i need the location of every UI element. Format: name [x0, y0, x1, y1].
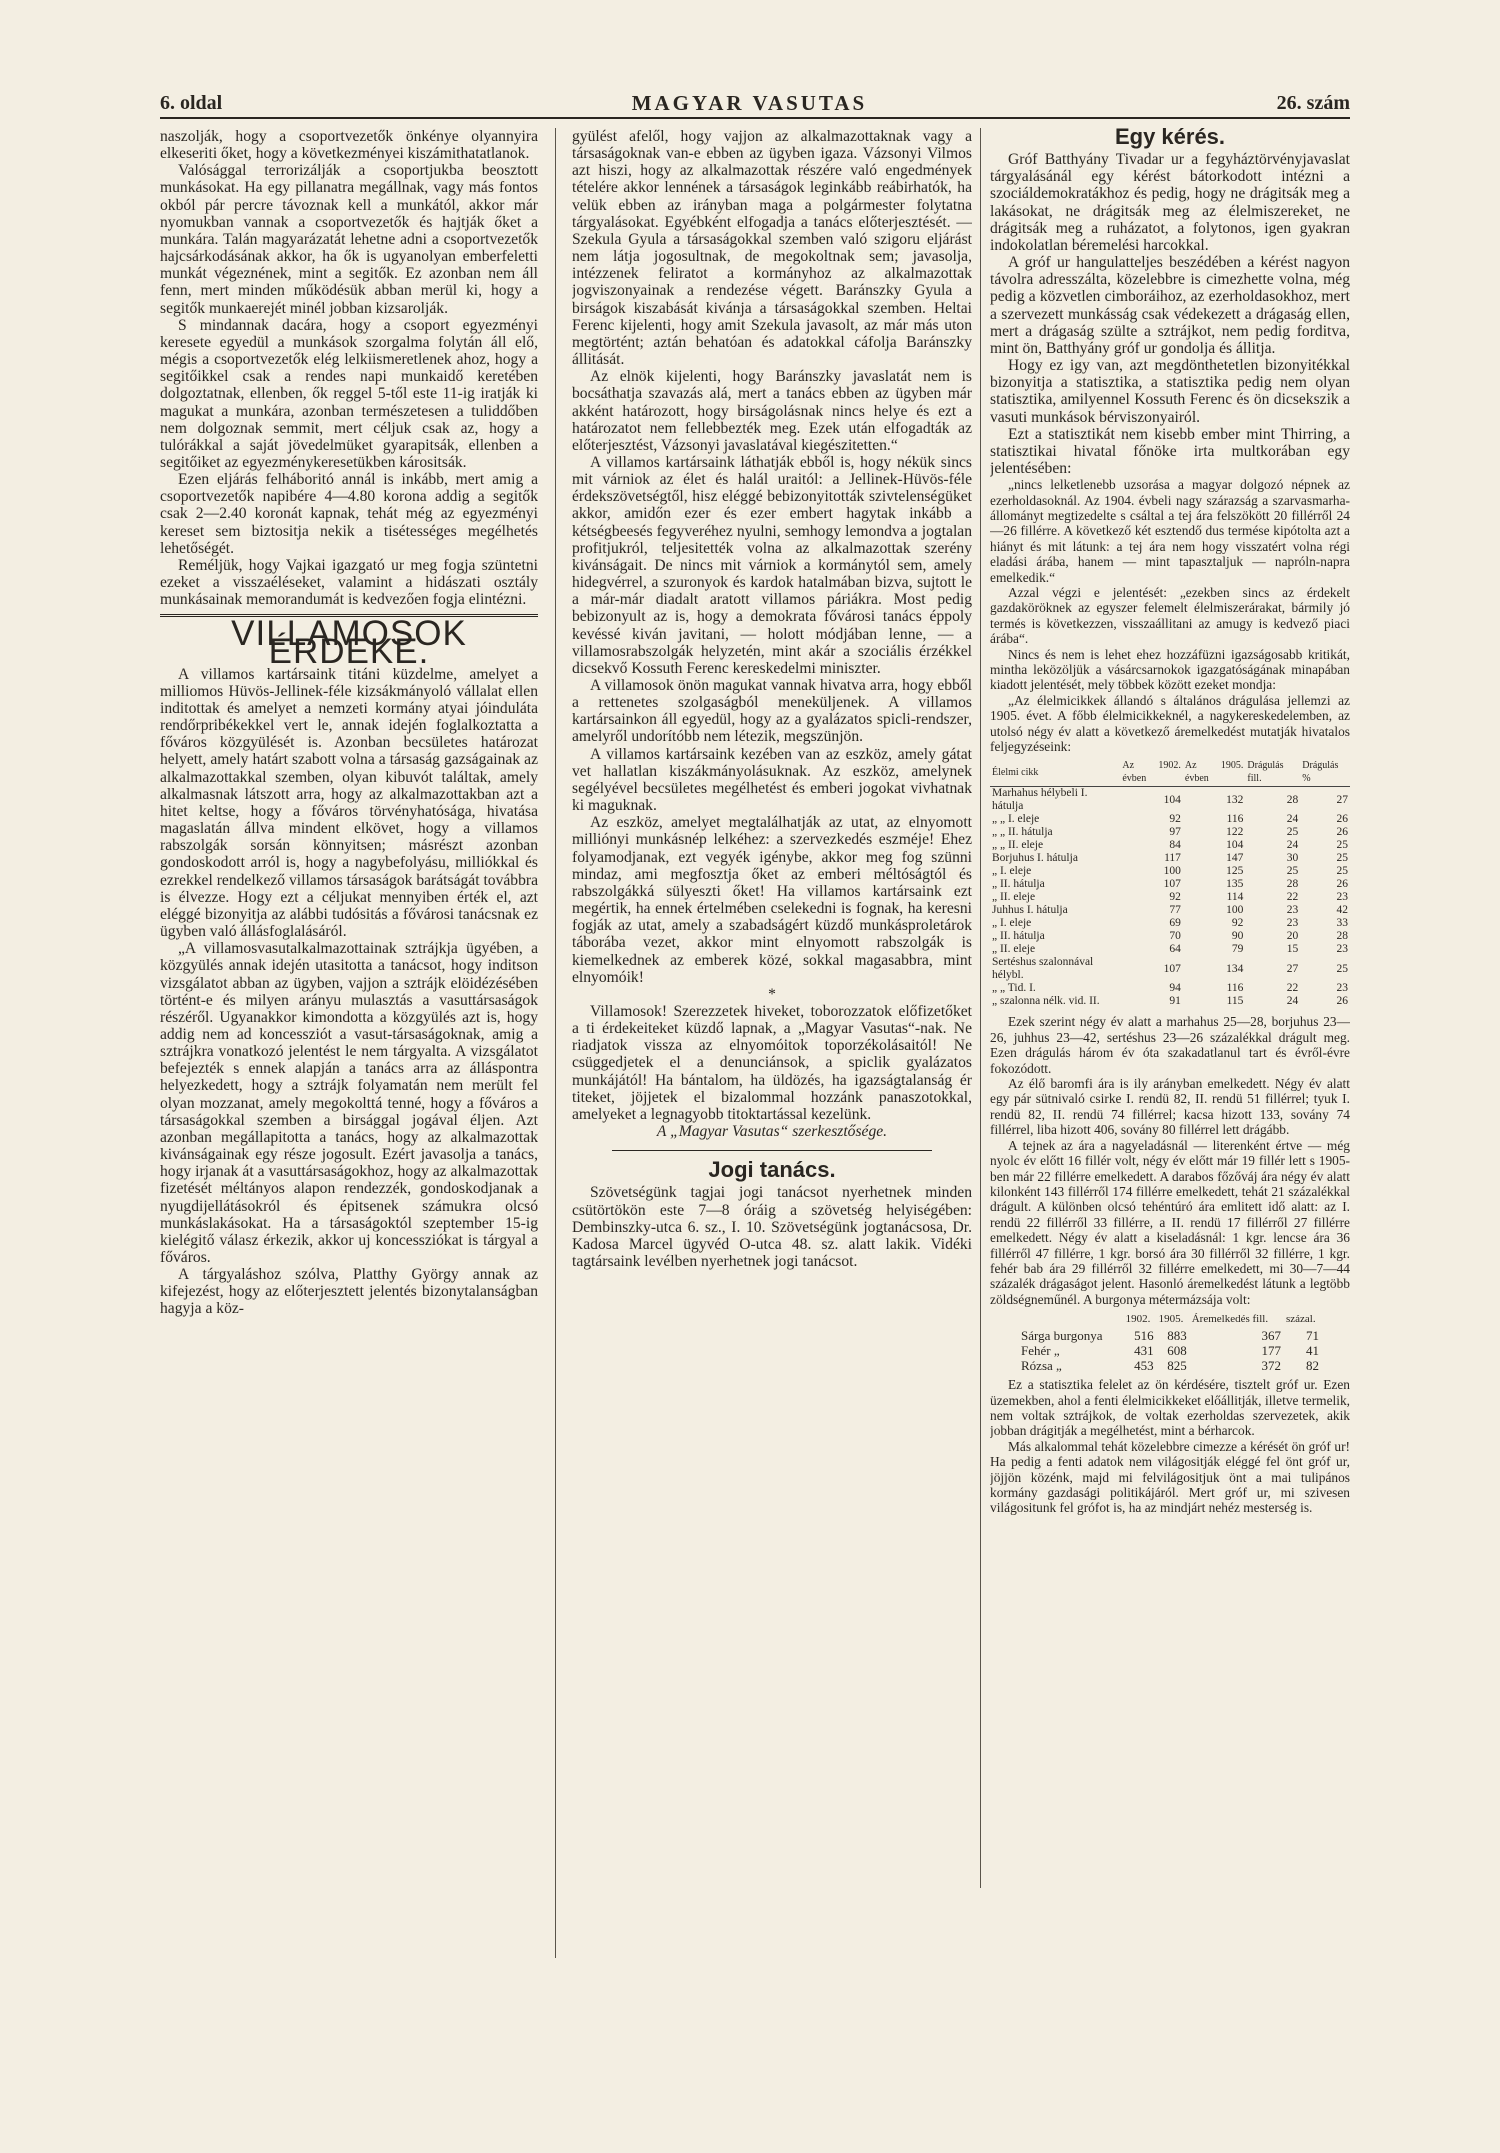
table-cell: „ II. eleje: [992, 891, 1036, 904]
table-row: [990, 878, 1350, 891]
table-row: [1017, 1358, 1323, 1373]
table-cell: 25: [1286, 865, 1299, 878]
table-cell: 94: [1169, 982, 1181, 995]
table-cell: 23: [1336, 943, 1348, 956]
page-number: 6. oldal: [160, 91, 223, 114]
table-cell: 15: [1286, 943, 1299, 956]
quote-block: [990, 477, 1350, 585]
paragraph: Szövetségünk tagjai jogi tanácsot nyerhetnek minden csütörtökön este 7—8 óráig a szövetség helyiségében: Dembinszky-utca 6. sz., I. 10. Szövetségünk jogtanácsosa, Dr. Kadosa Marcel ügyvéd O-utca 48. sz. alatt lakik. Vidéki tagtársaink levélben nyerhetnek jogi tanácsot.: [572, 1184, 972, 1270]
table-cell: 82: [1306, 1358, 1319, 1374]
table-cell: 116: [1226, 813, 1244, 826]
paragraph: Más alkalommal tehát közelebbre cimezze a kérését ön gróf ur! Ha pedig a fenti adatok nem világositják eléggé fel önt gróf ur, jöjjön közénk, majd mi felvilágositjuk önt a mai tulipános kormány gazdasági politikájáról. Mert gróf ur, mi szivesen világositunk fel grófot is, ha az mindjárt nehéz mesterség is.: [990, 1438, 1350, 1516]
paragraph: S mindannak dacára, hogy a csoport egyezményi keresete egyedül a munkások szorgalma folytán áll elő, mégis a csoportvezetők elég lelkiismeretlenek ahoz, hogy a segitőikkel csak a rendes napi munkaidő keretében dolgoztatnak, ellenben, ők reggel 5-től este 11-ig iratják ki magukat a munkára, azonban természetesen a tuliddőben nem dolgoznak semmit, mert céljuk csak az, hogy a tulórákkal a saját jövedelmüket gyarapitsák, ellenben a segitőiket az egyezménykeresetükben kárositsák.: [160, 316, 538, 471]
table-cell: 825: [1167, 1358, 1187, 1374]
table-cell: Marhahus hélybeli I. hátulja: [992, 787, 1088, 813]
table-cell: „ szalonna nélk. vid. II.: [992, 995, 1100, 1008]
paragraph: A villamos kartársaink láthatják ebből is, hogy nékük sincs mit várniok az élet és halál uraitól: a Jellinek-Hüvös-féle érdekszövetségtől, hisz eléggé bebizonyitották szivtelenségüket akkor, amidőn ezer és ezer embert hagytak inkább a kétségbeesés fegyveréhez nyulni, semhogy lemondva a jogtalan profitjukról, teljesitették volna az alkalmazottak szerény kivánságait. De nincs mit várniok a kormánytól sem, amely hidegvérrel, a szuronyok és kardok hatalmában bizva, sujtott le a már-már diadalt aratott villamos páriákra. Most pedig bebizonyult az is, hogy a demokrata fővárosi tanács éppoly kevéssé kiván javitani, — holott módjában lenne, — a villamosrabszolgák helyzetén, mint akár a szociális érzékkel dicsekvő Kossuth Ferenc kereskedelmi miniszter.: [572, 453, 972, 677]
table-cell: „ II. hátulja: [992, 930, 1045, 943]
column-1: [160, 128, 538, 1968]
table-header: Áremelkedés fill.: [1191, 1313, 1269, 1326]
table-row: [1017, 1343, 1323, 1358]
table-cell: 372: [1261, 1358, 1281, 1374]
paragraph: Azzal végzi e jelentését: „ezekben sincs az érdekelt gazdaköröknek az egyszer felemelt élelmiszerárakat, bármily jó termés is következzen, visszaállitani az amugy is kedvező piaci árába“.: [990, 584, 1350, 647]
header-rule: [160, 117, 1350, 119]
table-cell: 92: [1169, 891, 1181, 904]
table-cell: 25: [1336, 962, 1348, 975]
price-table: [990, 758, 1350, 1008]
table-cell: 132: [1226, 793, 1244, 806]
table-header: Drágulás fill.: [1245, 758, 1300, 787]
column-3: [990, 128, 1350, 2008]
table-row: [990, 865, 1350, 878]
table-header-row: [990, 758, 1350, 787]
table-header: 1902.: [1125, 1313, 1151, 1326]
table-cell: 71: [1306, 1328, 1319, 1344]
paragraph: gyülést afelől, hogy vajjon az alkalmazottaknak vagy a társaságoknak van-e ebben az ügyben igaza. Vázsonyi Vilmos azt hiszi, hogy az alkalmazottak részére való engedmények tételére akkor lennének a társaságok leginkább reábirhatók, ha velük ebben az irányban maga a polgármester folytatna tárgyalásokat. Egyébként elfogadja a tanács előterjesztését. — Szekula Gyula a társaságokkal szemben való szigoru eljárást nem látja jogosultnak, de megokoltnak sem; javasolja, intézzenek feliratot a kormányhoz az alkalmazottak jogviszonyainak a rendezése végett. Baránszky Gyula a birságok kiszabását kivánja a társaságokkal szemben. Heltai Ferenc kijelenti, hogy amit Szekula javasolt, az már más uton megtörtént; aztán behatóan és adatokkal cáfolja Baránszky állitását.: [572, 128, 972, 369]
table-row: [990, 930, 1350, 943]
table-row: [1017, 1328, 1323, 1343]
table-cell: „ „ I. eleje: [992, 813, 1040, 826]
paragraph: A villamos kartársaink kezében van az eszköz, amely gátat vet hallatlan kiszákmányolásuknak. Az eszköz, amelynek segélyével becsületes megélhetést és emberi jogokat vivhatnak ki maguknak.: [572, 745, 972, 815]
table-cell: 122: [1226, 826, 1244, 839]
table-cell: 116: [1226, 982, 1244, 995]
table-row: [990, 956, 1350, 982]
table-header: százal.: [1285, 1313, 1316, 1326]
paragraph: Valósággal terrorizálják a csoportjukba beosztott munkásokat. Ha egy pillanatra megállnak, vagy más fontos okból pár percre távoznak kell a munkától, akkor már nyomukban vannak a csoportvezetők és hajtják őket a munkára. Talán magyarázatát lehetne adni a csoportvezetők hajcsárkodásának akkor, ha ők is ugyanolyan emberfeletti munkát végeznének, mint a segitők. Ez azonban nem áll fenn, mert minden működésük abban merül ki, hogy a segitők munkaerejét minél jobban kizsarolják.: [160, 162, 538, 317]
table-cell: 104: [1163, 793, 1181, 806]
column-divider: [980, 128, 981, 1888]
table-cell: 883: [1167, 1328, 1187, 1344]
table-cell: 30: [1286, 852, 1299, 865]
paragraph: A gróf ur hangulatteljes beszédében a kérést nagyon távolra adresszálta, közelebbre is cimezhette volna, még pedig a közvetlen cimboráihoz, az ezerholdasokhoz, mert a szervezett munkásság csak védekezett a drágaság ellen, mert a drágaság szülte a sztrájkot, nem pedig forditva, mint ön, Batthyány gróf ur gondolja és állitja.: [990, 254, 1350, 357]
table-cell: 22: [1286, 982, 1299, 995]
table-cell: 28: [1286, 793, 1299, 806]
table-cell: 125: [1226, 865, 1244, 878]
table-row: [990, 787, 1350, 814]
table-cell: 100: [1226, 904, 1244, 917]
table-cell: 135: [1226, 878, 1244, 891]
table-cell: 20: [1286, 930, 1299, 943]
table-header: Élelmi cikk: [990, 758, 1120, 787]
table-cell: 104: [1226, 839, 1244, 852]
paragraph: Reméljük, hogy Vajkai igazgató ur meg fogja szüntetni ezeket a visszaéléseket, valamint a hidászati osztály munkásainak memorandumát is kedvezően fogja elintézni.: [160, 556, 538, 609]
section-title-request: Egy kérés.: [1114, 128, 1226, 149]
table-cell: 25: [1286, 826, 1299, 839]
table-cell: „ „ II. eleje: [992, 839, 1044, 852]
newspaper-title: MAGYAR VASUTAS: [631, 90, 868, 115]
table-row: [990, 982, 1350, 995]
table-row: [990, 826, 1350, 839]
table-cell: 177: [1261, 1343, 1281, 1359]
paragraph: Villamosok! Szerezzetek hiveket, toborozzatok előfizetőket a ti érdekeiteket küzdő lapnak, a „Magyar Vasutas“-nak. Ne riadjatok vissza az elnyomóitok toporzékolásaitól! Ne csüggedjetek el a denunciánsok, a spiclik gyalázatos munkájától! Ha bántalom, ha üldözés, ha igazságtalanság ér titeket, jöjjetek el bizalommal hozzánk panaszotokkal, amelyeket a legnagyobb titoktartással kezelünk.: [572, 1002, 972, 1123]
paragraph: A tárgyaláshoz szólva, Platthy György annak az kifejezést, hogy az előterjesztett jelentés bizonytalanságban hagyja a köz-: [160, 1266, 538, 1318]
quote-paragraph: „nincs lelketlenebb uzsorása a magyar dolgozó népnek az ezerholdasoknál. Az 1904. évbeli nagy szárazság a szarvasmarha-állományt megtizedelte s csáltal a tej ára felszökött 20 fillérről 24—26 fillérre. A következő két esztendő dus termése kipótolta azt a hiányt és mit látunk: a tej ára nem hogy visszatért volna régi eladási árába, hanem — mint tapasztaljuk — napróln-napra emelkedik.“: [990, 477, 1350, 585]
paragraph: Ez a statisztika felelet az ön kérdésére, tisztelt gróf ur. Ezen üzemekben, ahol a fenti élelmicikkeket előállitják, illetve termelik, nem voltak sztrájkok, de voltak ezerholdas szervezetek, akik jobban drágitják a megélhetést, mint a bérharcok.: [990, 1377, 1350, 1439]
table-cell: 28: [1286, 878, 1299, 891]
table-cell: 42: [1336, 904, 1348, 917]
table-header-row: [1017, 1311, 1323, 1328]
paragraph: Az elnök kijelenti, hogy Baránszky javaslatát nem is bocsáthatja szavazás alá, mert a tanács ebben az ügyben már akként határozott, hogy birságolásnak nincs helye és ezt a határozatot nem fellebbezték meg. Ezek után elfogadták az előterjesztést, Vázsonyi javaslatával kiegészitetten.“: [572, 368, 972, 454]
separator-star: *: [768, 985, 776, 1003]
table-cell: 27: [1286, 962, 1299, 975]
section-title-legal: Jogi tanács.: [708, 1157, 836, 1183]
table-header: 1905.: [1158, 1313, 1184, 1326]
table-cell: 26: [1336, 878, 1348, 891]
table-header: Drágulás %: [1300, 758, 1350, 787]
section-title: VILLAMOSOK ÉRDEKE.: [231, 614, 467, 671]
table-cell: 100: [1163, 865, 1181, 878]
table-cell: 91: [1169, 995, 1181, 1008]
table-cell: „ „ Tid. I.: [992, 982, 1036, 995]
table-cell: „ II. eleje: [992, 943, 1036, 956]
table-header: Az 1905. évben: [1183, 758, 1246, 787]
table-cell: 23: [1336, 891, 1348, 904]
table-cell: 608: [1167, 1343, 1187, 1359]
table-cell: 23: [1336, 982, 1348, 995]
table-row: [990, 943, 1350, 956]
table-cell: Borjuhus I. hátulja: [992, 852, 1078, 865]
table-cell: 90: [1231, 930, 1244, 943]
table-cell: 24: [1286, 995, 1299, 1008]
table-cell: 77: [1169, 904, 1181, 917]
table-cell: 26: [1336, 826, 1348, 839]
table-header: Az 1902. évben: [1120, 758, 1183, 787]
table-header: [1017, 1311, 1125, 1328]
table-cell: 70: [1169, 930, 1181, 943]
table-row: [990, 904, 1350, 917]
table-cell: Fehér „: [1021, 1343, 1060, 1359]
table-cell: 24: [1286, 813, 1299, 826]
table-cell: 24: [1286, 839, 1299, 852]
table-body: [990, 787, 1350, 1009]
table-cell: 26: [1336, 813, 1348, 826]
paragraph: naszolják, hogy a csoportvezetők önkénye olyannyira elkeseriti őket, hogy a következményei kiszámithatatlanok.: [160, 128, 538, 163]
table-cell: 134: [1226, 962, 1244, 975]
table-cell: 367: [1261, 1328, 1281, 1344]
table-cell: 25: [1336, 865, 1348, 878]
table-cell: 107: [1163, 878, 1181, 891]
table-cell: „ I. eleje: [992, 865, 1032, 878]
table-cell: 147: [1226, 852, 1244, 865]
divider: [612, 1150, 932, 1151]
paragraph: Az eszköz, amelyet megtalálhatják az utat, az elnyomott milliónyi munkásnép lelkéhez: a szervezkedés eszméje! Ehez folyamodjanak, ezt vegyék igénybe, akkor meg fog szünni mindaz, ami megfosztja őket az emberi méltóságtól és rabszolgákká sülyeszti őket! Ha villamos kartársaink ezt megértik, ha ennek értelmében cselekedni is fognak, ha keresni fogják az utat, amely a szabadságért küzdő munkásproletárok táborába vezet, akkor mint elnyomott rabszolgák is kiemelkednek az emberek közé, sokkal magasabbra, mint elnyomóik!: [572, 814, 972, 986]
table-cell: Sárga burgonya: [1021, 1328, 1103, 1344]
column-divider: [555, 128, 556, 1958]
signature: A „Magyar Vasutas“ szerkesztősége.: [656, 1123, 888, 1141]
paragraph: Hogy ez igy van, azt megdönthetetlen bizonyitékkal bizonyitja a statisztika, a statisztika pedig nem olyan statisztika, amilyennel Kossuth Ferenc és ön dicsekszik a vasuti munkások bérviszonyairól.: [990, 357, 1350, 426]
table-cell: 69: [1169, 917, 1181, 930]
paragraph: „Az élelmicikkek állandó s általános drágulása jellemzi az 1905. évet. A főbb élelmicikkeknél, a nagykereskedelemben, az utolsó négy év alatt a következő áremelkedést mutatják hivatalos feljegyzéseink:: [990, 692, 1350, 755]
table-cell: 117: [1164, 852, 1181, 865]
table-cell: „ II. hátulja: [992, 878, 1045, 891]
table-cell: 115: [1226, 995, 1244, 1008]
paragraph: Az élő baromfi ára is ily arányban emelkedett. Négy év alatt egy pár sütnivaló csirke I. rendü 82, II. rendü 51 fillérrel; tyuk I. rendü 82, II. rendü 74 fillérrel; kacsa hizott 133, sovány 74 fillérrel, liba hizott 406, sovány 80 fillérrel lett drágább.: [990, 1076, 1350, 1138]
issue-number: 26. szám: [1276, 91, 1350, 114]
table-cell: 431: [1134, 1343, 1154, 1359]
table-cell: 41: [1306, 1343, 1319, 1359]
paragraph: A villamos kartársaink titáni küzdelme, amelyet a milliomos Hüvös-Jellinek-féle kizsákmányoló vállalat ellen inditottak és amelyet a nemzeti kormány atyai jóinduláta rendőrpribékekkel vert le, annak idején foglalkoztatta a főváros közgyülését is. Azonban becsületes határozat helyett, amely határt szabott volna a társaság gazságainak az alkalmazottakkal szemben, olyan kibuvót találtak, amely alkalmasnak látszott arra, hogy az alkalmazottakban azt a hitet keltse, hogy a főváros törvényhatósága, hivatása magaslatán állva mindent elkövet, hogy a villamos rabszolgák sorsán könnyitsen; másrészt azonban gondoskodott arról is, hogy a nagybefolyásu, milliókkal és ezrekkel rendelkező villamos társaságok barátságát továbbra is élvezze. Hogy ezt a céljukat mennyiben érték el, azt eléggé bizonyitja az alábbi tudósitás a fővárosi tanácsnak ez ügyben való állásfoglalásáról.: [160, 665, 538, 941]
table-cell: 26: [1336, 995, 1348, 1008]
table-cell: „ I. eleje: [992, 917, 1032, 930]
table-cell: 23: [1286, 904, 1299, 917]
table-cell: 25: [1336, 839, 1348, 852]
page-header: [160, 92, 1350, 114]
paragraph: Gróf Batthyány Tivadar ur a fegyháztörvényjavaslat tárgyalásánál egy kérést bátorkodott intézni a szociáldemokratákhoz és pedig, hogy ne drágitsák meg a lakásokat, ne drágitsák meg az élelmiszereket, ne drágitsák meg a ruházatot, a folytonos, igen gyakran indokolatlan béremelési harcokkal.: [990, 151, 1350, 254]
potato-table: [1017, 1311, 1323, 1373]
paragraph: „A villamosvasutalkalmazottainak sztrájkja ügyében, a közgyülés annak idején utasitotta a tanácsot, hogy inditson vizsgálatot abban az ügyben, vajjon a sztrájk elöidézésében történt-e és milyen arányu mulasztás a vasuttársaságok részéről. Ugyanakkor kimondotta a közgyülés azt is, hogy addig nem ad koncessziót a vasut-társaságoknak, amig a sztrájkra vonatkozó jelentést le nem tárgyalta. A vizsgálatot befejezték s ennek alapján a tanács arra az álláspontra helyezkedett, hogy a sztrájk folyamatán nem merült fel olyan mozzanat, amely megokolttá tenné, hogy a főváros a társaságokkal szemben a birsággal jogával éljen. Azt azonban megállapitotta a tanács, hogy az alkalmazottak kivánságainak egy része jogosult. Ezért javasolja a tanács, hogy irjanak át a vasuttársaságokhoz, hogy az alkalmazottak fizetését méltányos alapon rendezzék, gondoskodjanak a nyugdijellátásokról és épitsenek számukra olcsó munkáslakásokat. Ha a társaságoktól szeptember 15-ig kielégitő válasz érkezik, akkor uj koncessziókat is tárgyal a főváros.: [160, 940, 538, 1266]
table-cell: 92: [1169, 813, 1181, 826]
table-cell: 97: [1169, 826, 1181, 839]
table-row: [990, 891, 1350, 904]
table-cell: 23: [1286, 917, 1299, 930]
table-body: [1017, 1328, 1323, 1373]
table-cell: 114: [1226, 891, 1244, 904]
column-2: [572, 128, 972, 1888]
table-cell: 516: [1134, 1328, 1154, 1344]
table-cell: Rózsa „: [1021, 1358, 1062, 1374]
table-cell: 79: [1231, 943, 1244, 956]
paragraph: Ezt a statisztikát nem kisebb ember mint Thirring, a statisztikai hivatal főnöke irta multkorában egy jelentésében:: [990, 425, 1350, 477]
table-cell: 28: [1336, 930, 1348, 943]
table-cell: 27: [1336, 793, 1348, 806]
table-row: [990, 839, 1350, 852]
paragraph: Ezek szerint négy év alatt a marhahus 25—28, borjuhus 23—26, juhhus 23—42, sertéshus 23—26 százalékkal drágult meg. Ezen drágulás három év óta szakadatlanul tart és évről-évre fokozódott.: [990, 1014, 1350, 1076]
table-cell: 64: [1169, 943, 1181, 956]
table-cell: 25: [1336, 852, 1348, 865]
table-row: [990, 852, 1350, 865]
table-cell: „ „ II. hátulja: [992, 826, 1053, 839]
table-cell: 92: [1231, 917, 1244, 930]
table-cell: Juhhus I. hátulja: [992, 904, 1068, 917]
paragraph: A villamosok önön magukat vannak hivatva arra, hogy ebből a rettenetes szolgaságból meneküljenek. A villamos kartársainkon áll egyedül, hogy az a gyalázatos spicli-rendszer, amelyről undorítóbb nem létezik, megszünjön.: [572, 677, 972, 746]
table-cell: Sertéshus szalonnával hélybl.: [992, 956, 1094, 982]
table-row: [990, 813, 1350, 826]
table-cell: 22: [1286, 891, 1299, 904]
paragraph: Ezen eljárás felháboritó annál is inkább, mert amig a csoportvezetők napibére 4—4.80 korona addig a segitők csak 2—2.40 koronát kapnak, tehát még az egyezményi kereset sem biztositja nekik a tisétességes megélhetés lehetőségét.: [160, 471, 538, 557]
table-row: [990, 995, 1350, 1008]
table-row: [990, 917, 1350, 930]
table-cell: 33: [1336, 917, 1348, 930]
table-cell: 453: [1134, 1358, 1154, 1374]
paragraph: Nincs és nem is lehet ehez hozzáfüzni igazságosabb kritikát, mintha leközöljük a vásárcsarnokok igazgatóságának minapában kiadott jelentését, mely többek között ezeket mondja:: [990, 646, 1350, 693]
table-cell: 107: [1163, 962, 1181, 975]
paragraph: A tejnek az ára a nagyeladásnál — literenként értve — még nyolc év előtt 16 fillér volt, négy év előtt már 19 fillér lett s 1905-ben már 22 fillérre emelkedett. A darabos főzőváj ára négy év alatt kilonként 143 fillérről 174 fillérre emelkedett, tehát 21 százalékkal drágult. A különben olcsó tehéntúró ára emlitett idő alatt: az I. rendü 22 fillérről 33 fillérre, a II. rendü 17 fillérről 27 fillérre emelkedett. Négy év alatt a kiseladásnál: 1 kgr. lencse ára 36 fillérről 47 fillérre, 1 kgr. borsó ára 30 fillérről 32 fillérre, 1 kgr. fehér bab ára 29 fillérről 32 fillérre emelkedett, mi 30—7—44 százalék drágaságot jelent. Hasonló áremelkedést látunk a legtöbb zöldségneműnél. A burgonya métermázsája volt:: [990, 1137, 1350, 1307]
table-cell: 84: [1169, 839, 1181, 852]
